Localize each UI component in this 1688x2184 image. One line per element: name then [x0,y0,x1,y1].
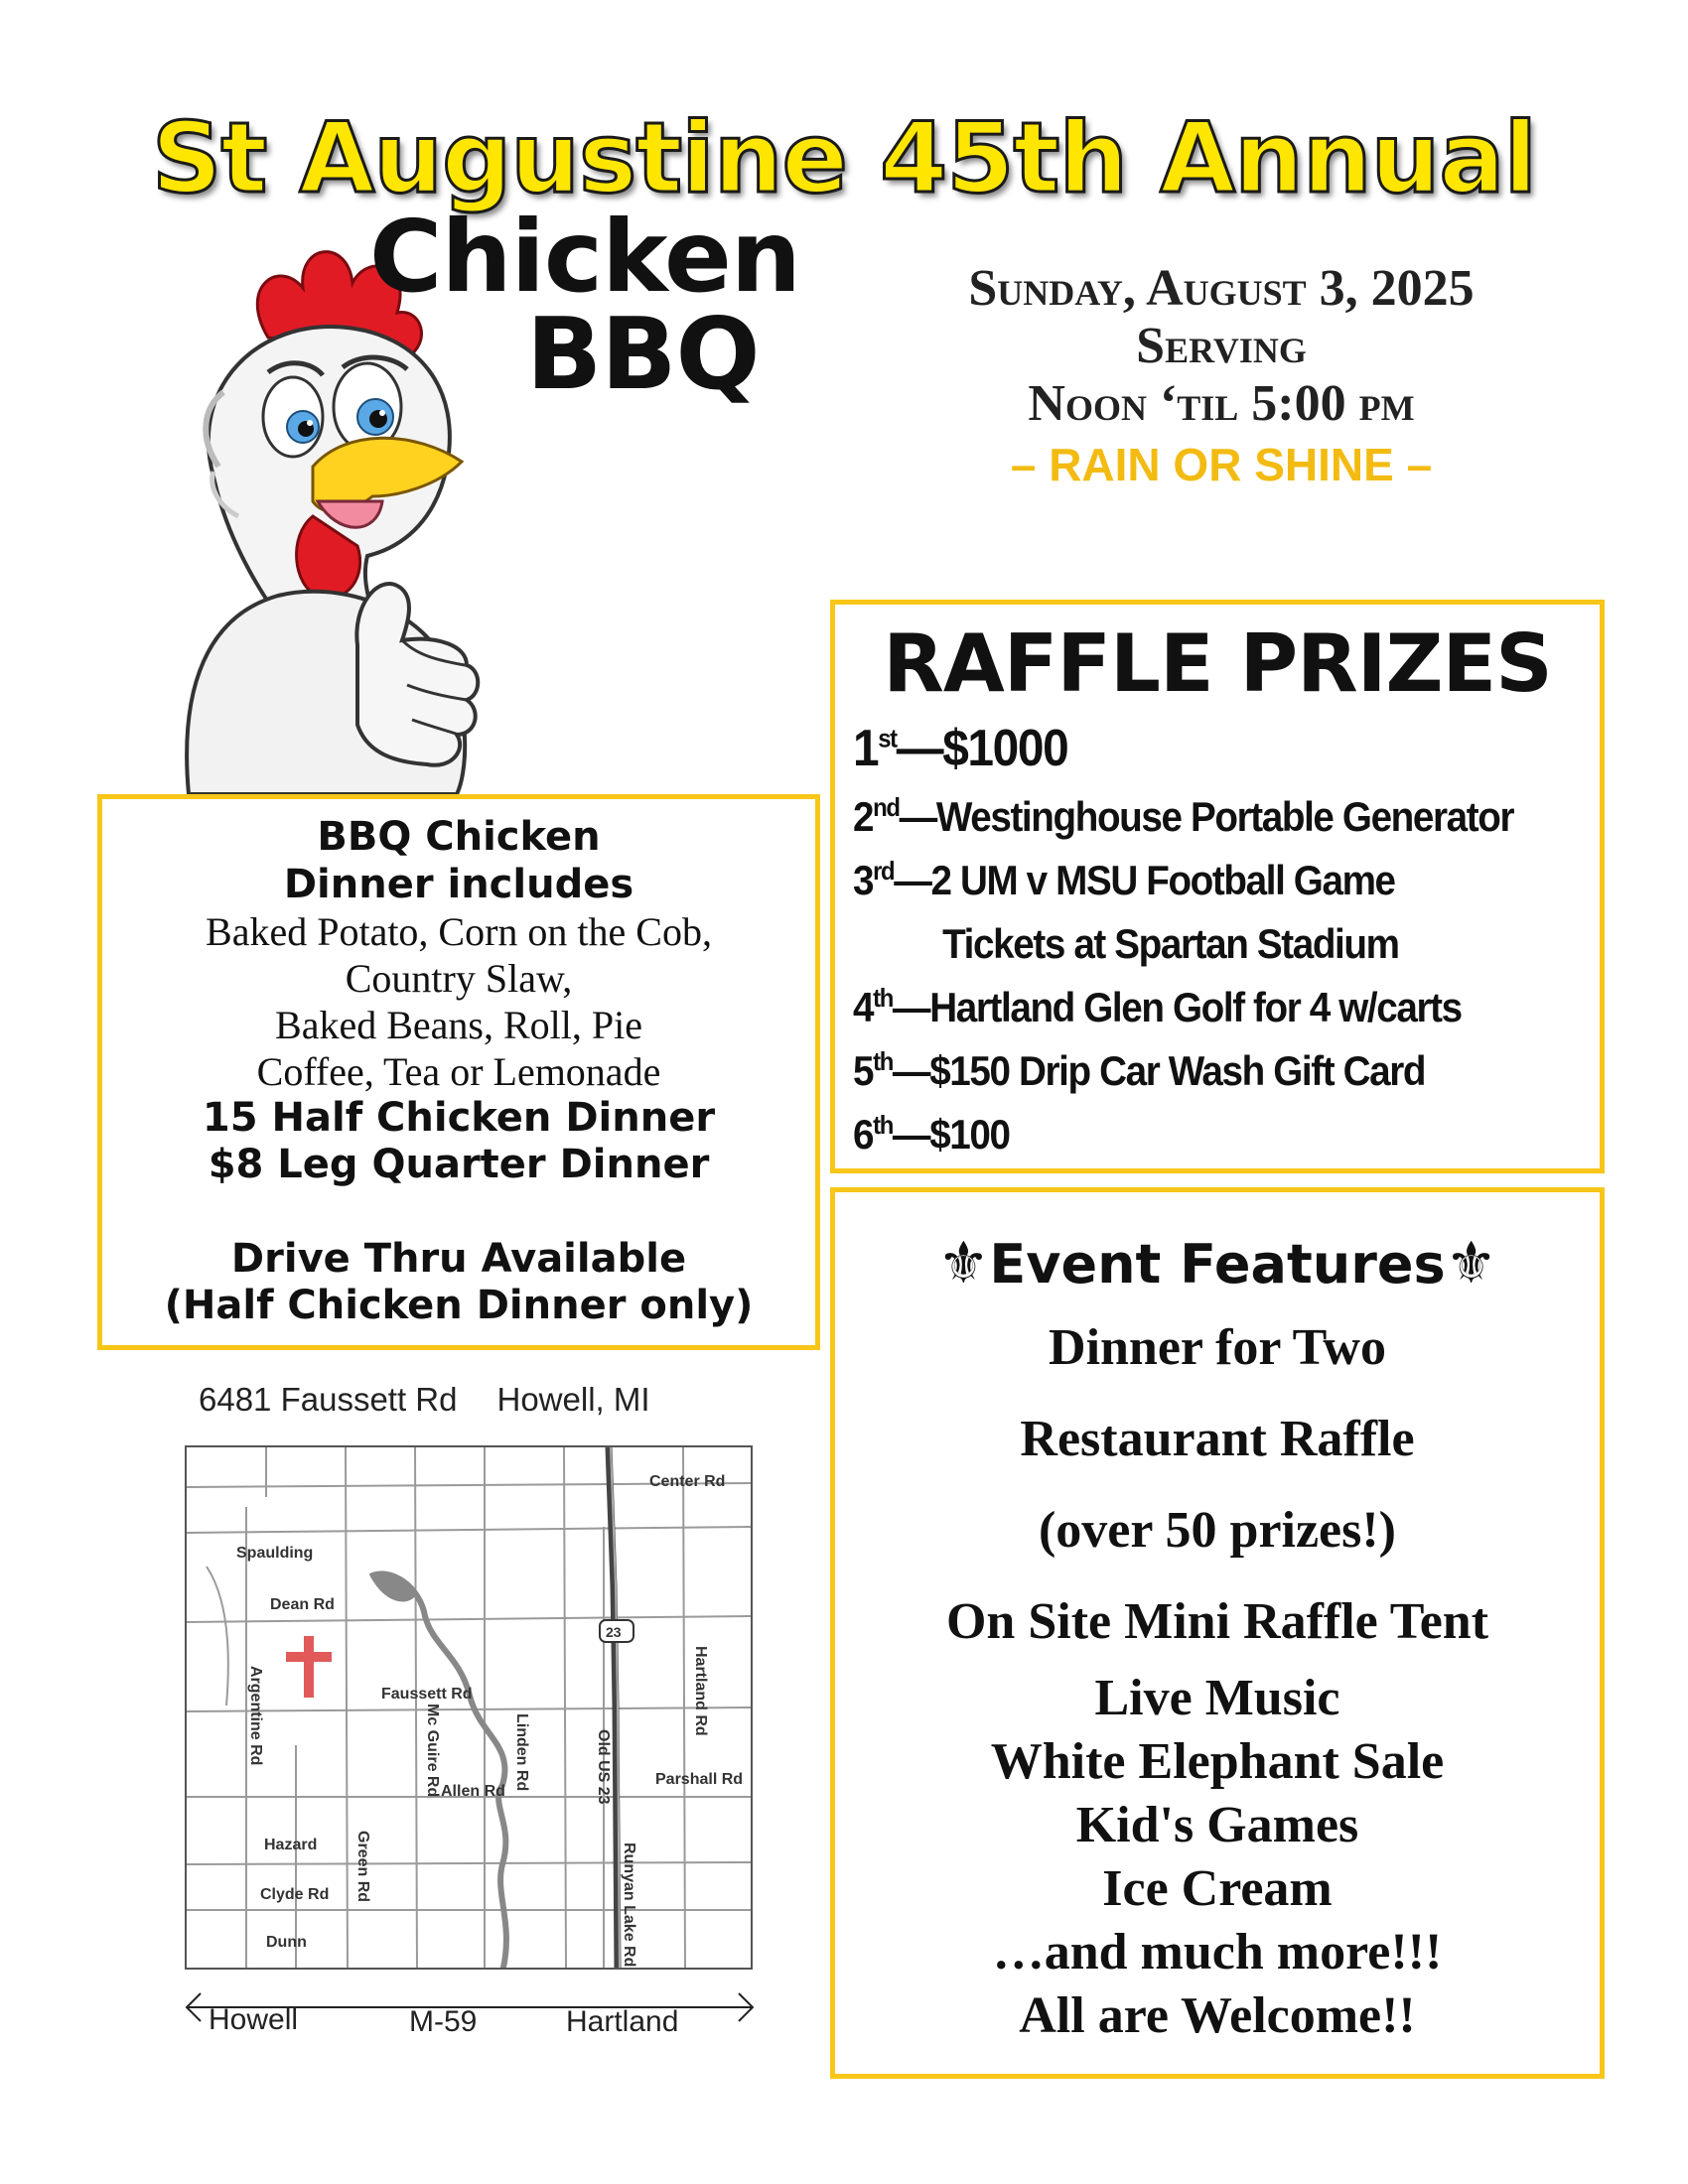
drive-thru-line-1: Drive Thru Available [230,1236,687,1282]
arrow-label-hartland: Hartland [566,2005,679,2038]
address [199,1380,755,1420]
event-details [824,260,1618,492]
map-label-runyan-lake-rd: Runyan Lake Rd [621,1843,637,1968]
feature-item: Ice Cream [1102,1860,1333,1917]
map-label-linden-rd: Linden Rd [513,1713,530,1792]
prize-3: 3rd—2 UM v MSU Football Game [853,856,1395,903]
prize-2: 2nd—Westinghouse Portable Generator [853,792,1514,840]
event-features-box [830,1187,1605,2079]
logo-chicken-text: Chicken [369,199,800,315]
dinner-heading-2: Dinner includes [283,862,634,907]
map-label-allen-rd: Allen Rd [441,1783,505,1800]
map-label-clyde-rd: Clyde Rd [260,1886,330,1903]
map-highway-shield: 23 [606,1624,622,1640]
map-label-parshall-rd: Parshall Rd [655,1771,744,1788]
dinner-heading-1: BBQ Chicken [317,814,601,860]
feature-item: Live Music [1094,1670,1340,1726]
feature-item: (over 50 prizes!) [1038,1502,1396,1559]
map-label-hazard: Hazard [264,1837,318,1853]
map-label-green-rd: Green Rd [354,1831,371,1903]
feature-item: On Site Mini Raffle Tent [945,1593,1489,1650]
map-label-argentine-rd: Argentine Rd [247,1666,264,1766]
feature-item: White Elephant Sale [990,1733,1445,1790]
price-leg-quarter: $8 Leg Quarter Dinner [208,1142,710,1187]
prize-3-continued: Tickets at Spartan Stadium [942,920,1399,967]
feature-item: Kid's Games [1075,1797,1359,1853]
rain-or-shine: – RAIN OR SHINE – [1010,439,1433,490]
feature-item: All are Welcome!! [1019,1987,1416,2044]
location-map [185,1445,753,1970]
logo-bbq-text: BBQ [526,296,760,412]
prize-5: 5th—$150 Drip Car Wash Gift Card [853,1046,1426,1094]
fleur-ornament-icon: ⚜ [937,1229,990,1297]
feature-item: …and much more!!! [992,1924,1443,1980]
map-label-old-us23: Old US 23 [595,1729,612,1805]
feature-item: Dinner for Two [1049,1319,1386,1376]
map-label-spaulding: Spaulding [236,1545,314,1562]
map-label-center-rd: Center Rd [649,1473,726,1490]
address-city: Howell, MI [496,1381,650,1418]
dinner-item: Baked Potato, Corn on the Cob, [206,909,712,954]
arrow-label-howell: Howell [209,2003,299,2036]
features-title: ⚜Event Features⚜ [937,1229,1497,1297]
event-time: Noon ‘til 5:00 pm [1028,375,1415,432]
prize-6: 6th—$100 [853,1110,1010,1158]
dinner-menu-box [97,794,820,1350]
prize-1: 1st—$1000 [853,720,1068,777]
map-label-dean-rd: Dean Rd [270,1596,335,1613]
address-street: 6481 Faussett Rd [199,1381,458,1418]
price-half-chicken: 15 Half Chicken Dinner [202,1095,716,1141]
map-label-dunn: Dunn [266,1934,307,1951]
drive-thru-line-2: (Half Chicken Dinner only) [164,1283,754,1328]
raffle-title: RAFFLE PRIZES [883,617,1552,710]
dinner-item: Coffee, Tea or Lemonade [256,1049,661,1094]
event-title: St Augustine 45th Annual [151,102,1537,215]
raffle-prizes-box [830,600,1605,1173]
event-serving: Serving [1136,318,1307,374]
map-label-faussett-rd: Faussett Rd [381,1686,473,1703]
dinner-item: Country Slaw, [345,956,573,1001]
arrow-label-m59: M-59 [409,2005,478,2038]
dinner-item: Baked Beans, Roll, Pie [275,1003,642,1047]
fleur-ornament-icon: ⚜ [1445,1229,1497,1297]
feature-item: Restaurant Raffle [1020,1411,1415,1467]
event-date: Sunday, August 3, 2025 [968,260,1475,317]
prize-4: 4th—Hartland Glen Golf for 4 w/carts [853,983,1462,1030]
map-label-hartland-rd: Hartland Rd [692,1646,709,1736]
map-label-mcguire-rd: Mc Guire Rd [424,1704,441,1798]
